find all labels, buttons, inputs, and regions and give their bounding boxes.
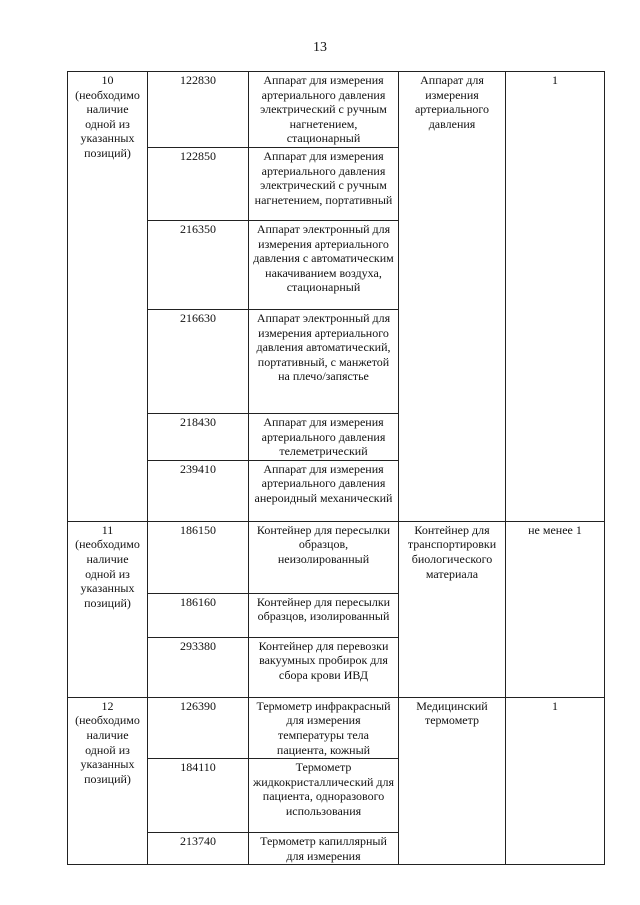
group-number-cell xyxy=(68,72,148,522)
item-code: 184110 xyxy=(148,759,249,833)
group-category: Аппарат для измерения артериального давления xyxy=(399,72,506,522)
item-code: 186160 xyxy=(148,593,249,637)
item-code: 218430 xyxy=(148,413,249,460)
group-number-cell xyxy=(68,521,148,697)
item-code: 293380 xyxy=(148,637,249,697)
item-code: 239410 xyxy=(148,460,249,521)
group-number-cell xyxy=(68,697,148,865)
group-note: (необходимо наличие одной из указанных позиций) xyxy=(75,713,140,786)
item-code: 126390 xyxy=(148,697,249,758)
item-code: 122830 xyxy=(148,72,249,148)
item-name: Аппарат для измерения артериального давления телеметрический xyxy=(249,413,399,460)
table-row xyxy=(68,72,605,148)
item-name: Термометр жидкокристаллический для пациента, одноразового использования xyxy=(249,759,399,833)
item-code: 213740 xyxy=(148,833,249,865)
item-code: 186150 xyxy=(148,521,249,593)
group-category: Контейнер для транспортировки биологического материала xyxy=(399,521,506,697)
item-code: 122850 xyxy=(148,147,249,220)
group-note: (необходимо наличие одной из указанных позиций) xyxy=(75,87,140,160)
item-code: 216630 xyxy=(148,309,249,413)
table-row xyxy=(68,697,605,758)
item-name: Термометр инфракрасный для измерения температуры тела пациента, кожный xyxy=(249,697,399,758)
item-name: Аппарат для измерения артериального давления электрический с ручным нагнетением, портативный xyxy=(249,147,399,220)
group-note: (необходимо наличие одной из указанных позиций) xyxy=(75,537,140,610)
item-name: Аппарат для измерения артериального давления анероидный механический xyxy=(249,460,399,521)
page-number: 13 xyxy=(313,40,327,55)
item-name: Аппарат для измерения артериального давления электрический с ручным нагнетением, стационарный xyxy=(249,72,399,148)
item-name: Контейнер для пересылки образцов, неизолированный xyxy=(249,521,399,593)
group-quantity: 1 xyxy=(506,72,605,522)
equipment-table xyxy=(67,71,605,865)
item-name: Контейнер для пересылки образцов, изолированный xyxy=(249,593,399,637)
item-code: 216350 xyxy=(148,220,249,309)
table-row xyxy=(68,521,605,593)
item-name: Аппарат электронный для измерения артериального давления с автоматическим накачиванием воздуха, стационарный xyxy=(249,220,399,309)
item-name: Аппарат электронный для измерения артериального давления автоматический, портативный, с манжетой на плечо/запястье xyxy=(249,309,399,413)
group-number: 10 xyxy=(101,73,114,87)
item-name: Контейнер для перевозки вакуумных пробирок для сбора крови ИВД xyxy=(249,637,399,697)
group-number: 12 xyxy=(101,698,114,713)
group-number: 11 xyxy=(101,522,114,537)
group-quantity: 1 xyxy=(506,697,605,865)
group-quantity: не менее 1 xyxy=(506,521,605,697)
group-category: Медицинский термометр xyxy=(399,697,506,865)
item-name: Термометр капиллярный для измерения xyxy=(249,833,399,865)
